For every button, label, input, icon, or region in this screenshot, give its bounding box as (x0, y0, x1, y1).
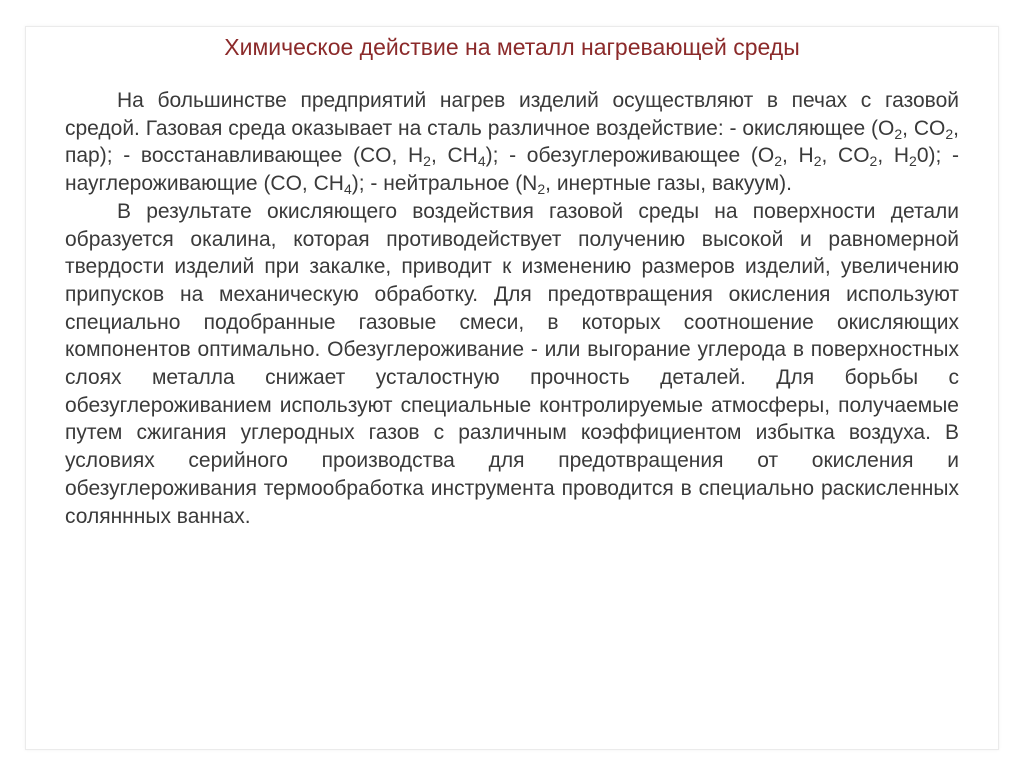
text-run: , H (877, 144, 910, 168)
text-run: , H (782, 144, 814, 168)
text-run: В результате окисляющего воздействия газовой среды на поверхности детали образуется окалина, которая противодействует получению высокой и равномерной твердости изделий при закалке, приводит к изменению размеров изделий, увеличению припусков на механическую обработку. Для предотвращения окисления используют специально подобранные газовые смеси, в которых соотношение окисляющих компонентов оптимально. Обезуглероживание - или выгорание углерода в поверхностных слоях металла снижает усталостную прочность деталей. Для борьбы с обезуглероживанием используют специальные контролируемые атмосферы, получаемые путем сжигания углеродных газов с различным коэффициентом избытка воздуха. В условиях серийного производства для предотвращения от окисления и обезуглероживания термообработка инструмента проводится в специально раскисленных соляннных ваннах. (65, 199, 959, 528)
subscript: 2 (909, 153, 917, 170)
subscript: 2 (869, 153, 878, 170)
subscript: 2 (894, 125, 903, 142)
slide-title: Химическое действие на металл нагревающей среды (224, 34, 800, 60)
text-run: , CH (430, 144, 478, 168)
slide-body (65, 87, 959, 530)
subscript: 4 (477, 153, 486, 170)
text-run: , инертные газы, вакуум). (545, 172, 792, 196)
text-run: ); - нейтральное (N (351, 172, 538, 196)
text-run: ); - обезуглероживающее (O (485, 144, 775, 168)
subscript: 2 (537, 181, 546, 198)
text-run: 0); - науглероживающие (CO, CH (65, 144, 960, 196)
text-run: , CO (902, 116, 946, 140)
subscript: 2 (945, 125, 954, 142)
paragraph-gas-media (65, 87, 959, 198)
subscript: 2 (423, 153, 431, 170)
text-run: , CO (821, 144, 870, 168)
text-run: На большинстве предприятий нагрев изделий осуществляют в печах с газовой средой. Газовая среда оказывает на сталь различное воздействие: - окисляющее (O (65, 89, 959, 140)
subscript: 2 (813, 153, 822, 170)
text-run: , пар); - восстанавливающее (CO, H (65, 116, 959, 168)
subscript: 2 (774, 153, 782, 170)
subscript: 4 (343, 181, 352, 198)
paragraph-oxidation-effects (65, 198, 959, 530)
